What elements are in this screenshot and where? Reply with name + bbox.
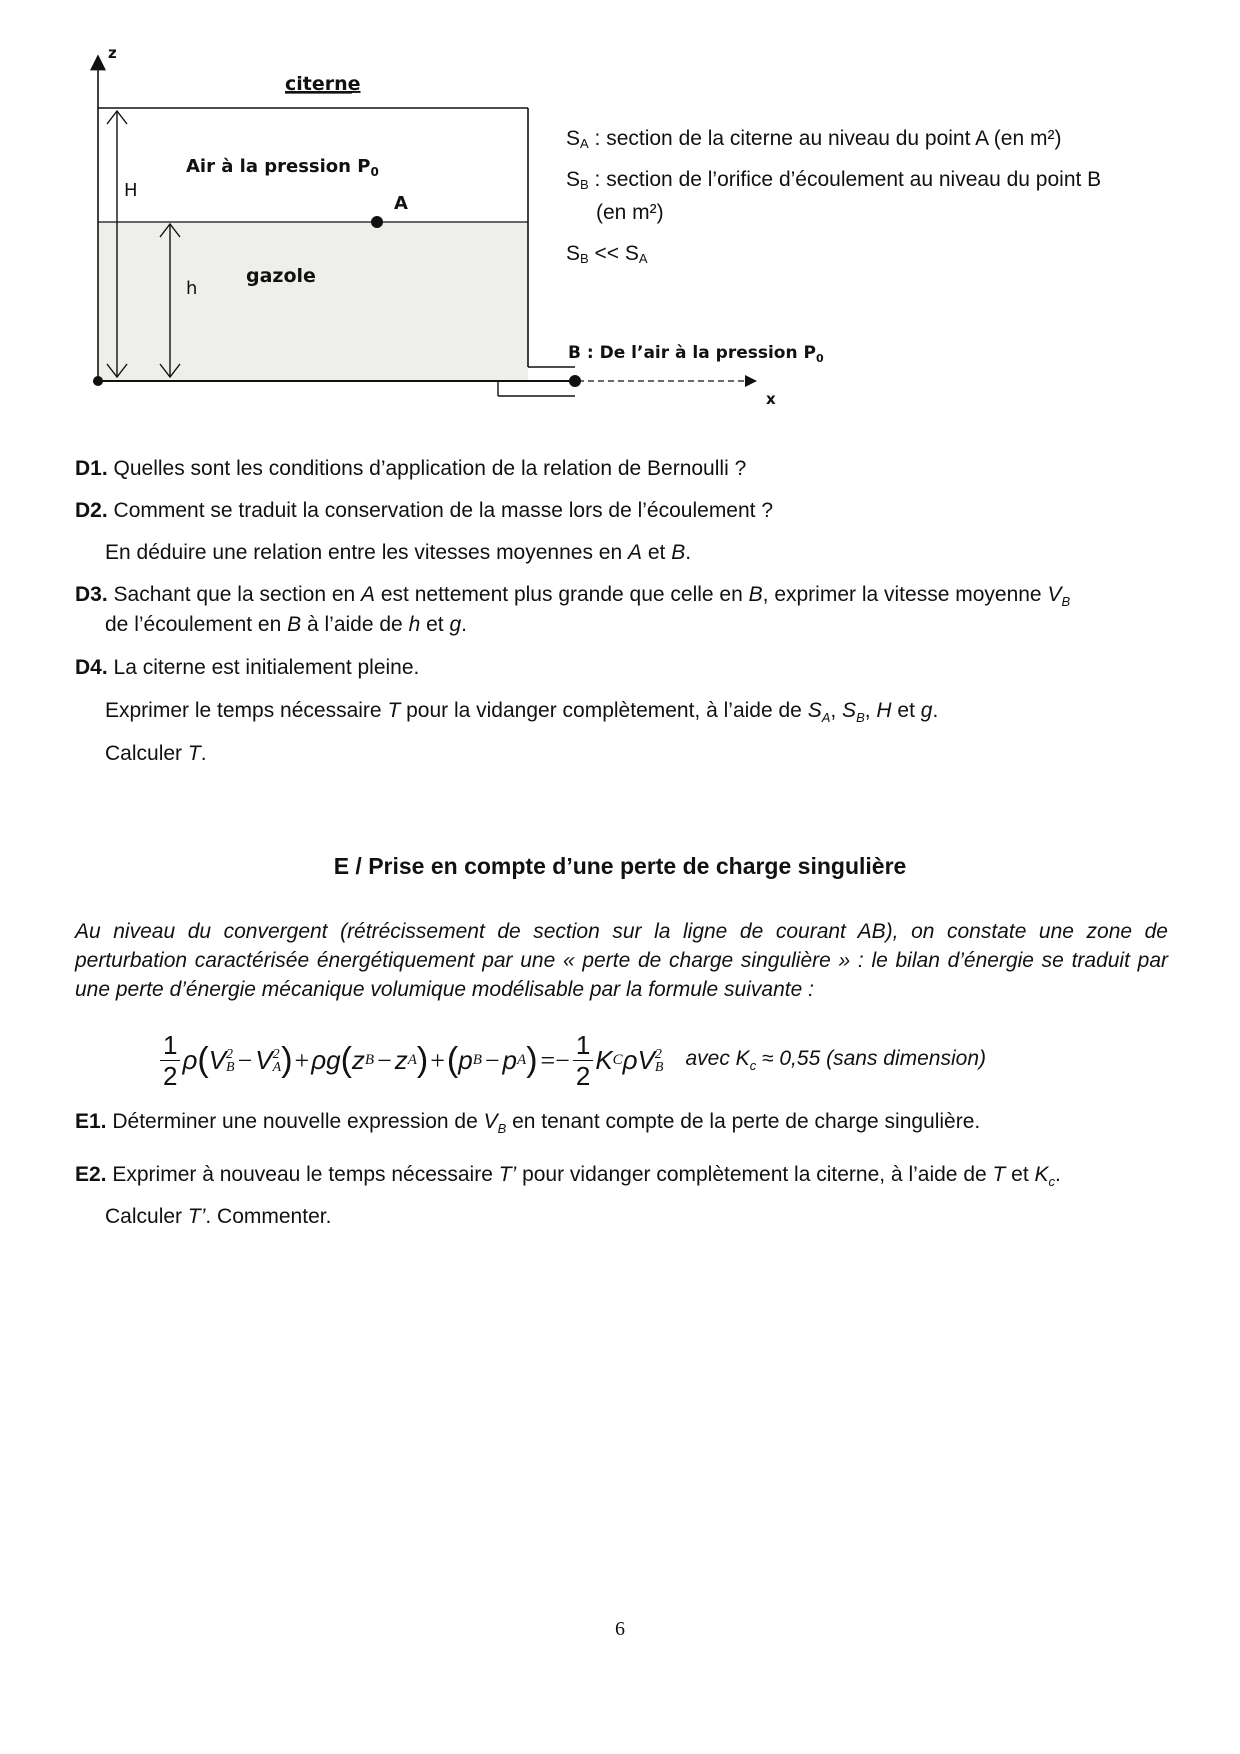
section-e-intro: Au niveau du convergent (rétrécissement de section sur la ligne de courant AB), on constate une zone de perturbation caractérisée énergétiquement par une « perte de charge singulière » : le bilan d’énergie se traduit par une perte d’énergie mécanique volumique modélisable par la formule suivante : (75, 920, 1168, 1001)
origin-point (93, 376, 103, 386)
half-fraction-right: $\frac{1}{2}$ (573, 1030, 593, 1091)
question-e2-line2: Calculer T’. Commenter. (105, 1205, 332, 1228)
energy-formula: $\frac{1}{2}$ ρ ( V 2 B − V 2 A ) + ρ g ( z B − z A ) + ( p B − p A ) =− $\frac{1}{2}$ K C ρ V 2 B avec $K_c \approx 0,55$ (sans dimension) (160, 1030, 986, 1091)
question-d4-line2: Exprimer le temps nécessaire T pour la vidanger complètement, à l’aide de $S_A$, $S_B$, H et g. (105, 699, 939, 726)
question-d4: D4. La citerne est initialement pleine. (75, 656, 420, 679)
question-d3: D3. Sachant que la section en A est nettement plus grande que celle en B, exprimer la vitesse moyenne $V_B$ (75, 583, 1071, 610)
gazole-fill (98, 222, 528, 380)
definition-relation: $S_B << S_A$ (566, 242, 648, 266)
section-e-title: E / Prise en compte d’une perte de charge singulière (333, 853, 907, 879)
point-a-label: A (394, 193, 408, 214)
gazole-label: gazole (246, 265, 316, 287)
definition-sa: $S_A$ : section de la citerne au niveau du point A (en m²) (566, 127, 1062, 151)
z-axis-label: z (108, 44, 117, 62)
x-axis-arrowhead (745, 375, 757, 387)
definition-sb: $S_B$ : section de l’orifice d’écoulement au niveau du point B (en m²) (566, 168, 1102, 224)
point-b (569, 375, 581, 387)
x-axis-label: x (766, 390, 776, 408)
question-e1: E1. Déterminer une nouvelle expression de $V_B$ en tenant compte de la perte de charge singulière. (75, 1110, 981, 1137)
question-d1: D1. Quelles sont les conditions d’application de la relation de Bernoulli ? (75, 457, 747, 480)
h-small-label: h (186, 278, 198, 299)
question-d2-line2: En déduire une relation entre les vitesses moyennes en A et B. (105, 541, 692, 564)
half-fraction: $\frac{1}{2}$ (160, 1030, 180, 1091)
tank-title: citerne (285, 73, 361, 95)
question-d4-line3: Calculer T. (105, 742, 207, 765)
question-e2: E2. Exprimer à nouveau le temps nécessaire T’ pour vidanger complètement la citerne, à l’aide de T et $K_c$. (75, 1163, 1061, 1190)
h-big-label: H (124, 180, 138, 201)
formula-coefficient: avec $K_c \approx 0,55$ (sans dimension) (685, 1047, 986, 1074)
question-d3-line2: de l’écoulement en B à l’aide de h et g. (105, 613, 467, 636)
point-b-label: B : De l’air à la pression $P_0$ (568, 343, 824, 365)
point-a (371, 216, 383, 228)
question-d2: D2. Comment se traduit la conservation de la masse lors de l’écoulement ? (75, 499, 774, 522)
air-label: Air à la pression $P_0$ (186, 156, 379, 179)
page-number: 6 (615, 1618, 625, 1640)
